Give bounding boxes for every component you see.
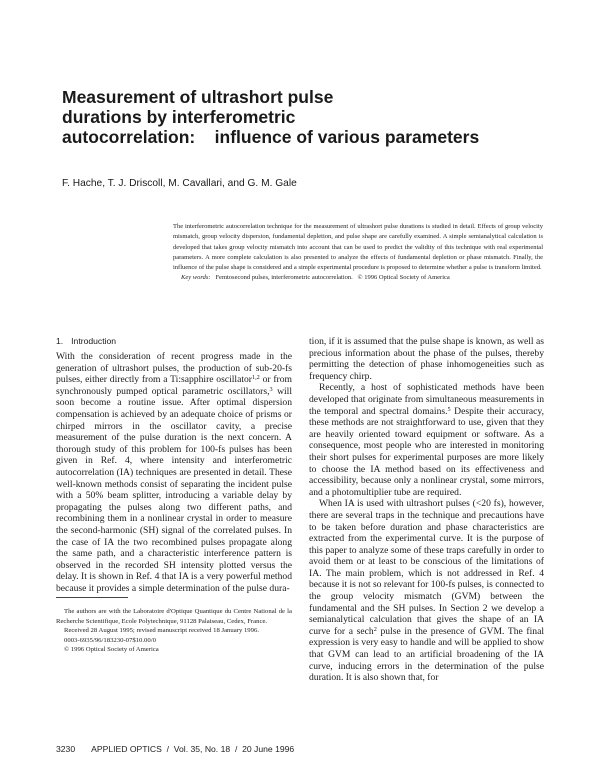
abstract [173, 222, 543, 284]
superscript: 2 [373, 626, 377, 634]
page-number: 3230 [56, 744, 76, 754]
author-affiliation: The authors are with the Laboratoire d'Optique Quantique du Centre National de la Recherche Scientifique, Ecole Polytechnique, 91128 Palaiseau, Cedex, France. [56, 608, 292, 625]
footnotes [56, 607, 292, 655]
paper-title [62, 87, 562, 147]
body-text: pulse in the presence of GVM. The final expression is very easy to handle and will be applied to show that GVM can lead to an artificial broadening of the IA curve, inducing errors in the determination of the pulse duration. It is also shown that, for [309, 625, 544, 684]
footnote-copyright: © 1996 Optical Society of America [64, 646, 159, 654]
body-text: Recently, a host of sophisticated methods have been developed that originate from simultaneous measurements in the temporal and spectral domains. [309, 382, 544, 417]
body-text: Despite their accuracy, these methods are not straightforward to use, given that they are heavily oriented toward equipment or software. As a consequence, most people who are interested in monitoring their short pulses for experimental purposes are more likely to choose the IA method based on its effectiveness and accessibility, because only a nonlinear crystal, some mirrors, and a photomultiplier tube are required. [309, 405, 544, 498]
journal-volume: Vol. 35, No. 18 [173, 744, 231, 754]
received-dates: Received 28 August 1995; revised manuscript received 18 January 1996. [64, 627, 260, 635]
body-paragraph [309, 498, 544, 684]
keywords-value: Femtosecond pulses, interferometric autocorrelation. [215, 274, 353, 282]
issue-date: 20 June 1996 [242, 744, 295, 754]
abstract-text: The interferometric autocorrelation technique for the measurement of ultrashort pulse durations is studied in detail. Effects of group velocity mismatch, group velocity dispersion, fundamental depletion, and pulse shape are carefully examined. A simple semianalytical calculation is developed that takes group velocity mismatch into account that can be used to predict the validity of this technique with real experimental parameters. A more complete calculation is also presented to analyze the effects of fundamental depletion or phase mismatch. Finally, the influence of the pulse shape is considered and a simple experimental procedure is proposed to determine whether a pulse is transform limited. [173, 223, 543, 272]
body-text: will soon become a routine issue. After optimal dispersion compensation is achieved by an adequate choice of prisms or chirped mirrors in the oscillator cavity, a precise measurement of the pulse duration is the next concern. A thorough study of this problem for 100-fs pulses has been given in Ref. 4, where intensity and interferometric autocorrelation (IA) techniques are presented in detail. These well-known methods consist of separating the incident pulse with a 50% beam splitter, introducing a variable delay by propagating the pulses along two different paths, and recombining them in a nonlinear crystal in order to measure the second-harmonic (SH) signal of the correlated pulses. In the case of IA the two recombined pulses propagate along the same path, and a characteristic interference pattern is observed in the recorded SH intensity plotted versus the delay. It is shown in Ref. 4 that IA is a very powerful method because it provides a simple determination of the pulse dura- [56, 385, 292, 594]
body-text: With the consideration of recent progress made in the generation of ultrashort pulses, the production of sub-20-fs pulses, either directly from a Ti:sapphire oscillator [56, 351, 292, 386]
article-code: 0003-6935/96/183230-07$10.00/0 [64, 636, 156, 644]
title-line-2: durations by interferometric [62, 107, 296, 127]
body-paragraph [56, 351, 292, 594]
footer-separator: / [234, 744, 238, 754]
right-column [309, 336, 544, 684]
page-footer [56, 744, 294, 754]
keywords-line [173, 273, 543, 283]
abstract-copyright: © 1996 Optical Society of America [357, 274, 450, 282]
section-heading [56, 336, 292, 347]
title-line-3: autocorrelation: influence of various parameters [62, 127, 480, 147]
footnote-divider [56, 597, 128, 598]
body-text: When IA is used with ultrashort pulses (<20 fs), however, there are several traps in the technique and precautions have to be taken before duration and phase characteristics are extracted from the experimental curve. It is the purpose of this paper to analyze some of these traps carefully in order to avoid them or at least to be conscious of the limitations of IA. The main problem, which is not addressed in Ref. 4 because it is not so relevant for 100-fs pulses, is connected to the group velocity mismatch (GVM) between the fundamental and the SH pulses. In Section 2 we develop a semianalytical calculation that gives the shape of an IA curve for a sech [309, 498, 544, 637]
body-paragraph [309, 382, 544, 498]
section-number: 1. [56, 336, 64, 346]
reference-superscript: 5 [447, 405, 451, 413]
keywords-label: Key words: [181, 274, 211, 282]
body-paragraph: tion, if it is assumed that the pulse shape is known, as well as precious information about the phase of the pulses, thereby permitting the detection of phase inhomogeneities such as frequency chirp. [309, 336, 544, 382]
journal-name: APPLIED OPTICS [91, 744, 162, 754]
footer-separator: / [166, 744, 169, 754]
reference-superscript: 3 [269, 385, 273, 393]
title-line-1: Measurement of ultrashort pulse [62, 87, 334, 107]
left-column [56, 336, 292, 594]
reference-superscript: 1,2 [252, 374, 260, 382]
section-title: Introduction [71, 336, 117, 346]
author-list: F. Hache, T. J. Driscoll, M. Cavallari, and G. M. Gale [62, 178, 297, 189]
body-text: or from synchronously pumped optical parametric oscillators, [56, 374, 292, 397]
